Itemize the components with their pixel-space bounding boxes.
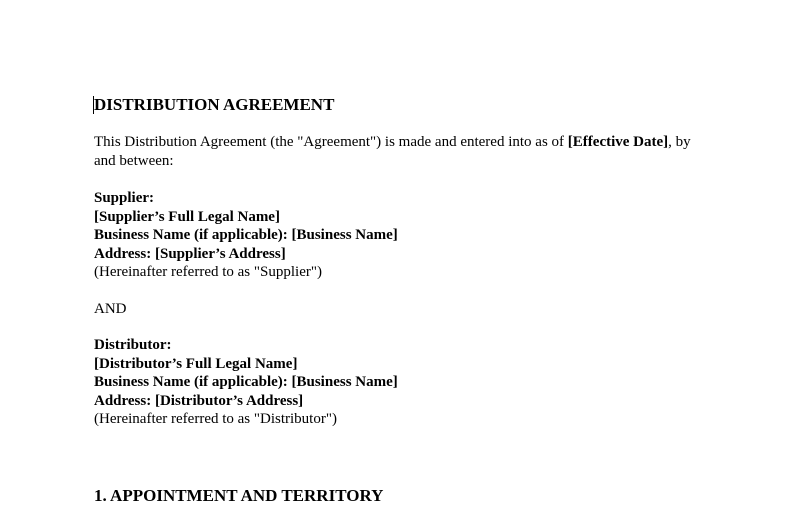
distributor-legal-name: [Distributor’s Full Legal Name] xyxy=(94,355,298,372)
supplier-heading: Supplier: xyxy=(94,190,155,206)
document-title xyxy=(94,95,694,115)
distributor-referred-as: (Hereinafter referred to as "Distributor") xyxy=(94,411,337,427)
document-body[interactable] xyxy=(94,95,694,429)
supplier-referred-as: (Hereinafter referred to as "Supplier") xyxy=(94,264,322,280)
supplier-legal-name: [Supplier’s Full Legal Name] xyxy=(94,208,280,225)
intro-text-after: , by and between: xyxy=(94,134,691,169)
effective-date-placeholder: [Effective Date] xyxy=(567,134,669,150)
document-title-text: DISTRIBUTION AGREEMENT xyxy=(94,95,335,114)
distributor-heading: Distributor: xyxy=(94,337,172,353)
text-cursor xyxy=(93,96,94,114)
distributor-address: Address: [Distributor’s Address] xyxy=(94,392,304,409)
supplier-business-name: Business Name (if applicable): [Business Name] xyxy=(94,227,398,243)
supplier-block xyxy=(94,189,694,282)
intro-text-before: This Distribution Agreement (the "Agreement") is made and entered into as of xyxy=(94,134,568,150)
supplier-address: Address: [Supplier’s Address] xyxy=(94,245,286,262)
section-1-heading: 1. APPOINTMENT AND TERRITORY xyxy=(94,486,384,505)
distributor-business-name: Business Name (if applicable): [Business Name] xyxy=(94,374,398,390)
and-separator xyxy=(94,300,694,319)
distributor-block xyxy=(94,336,694,429)
and-text: AND xyxy=(94,300,127,317)
intro-paragraph xyxy=(94,133,694,171)
